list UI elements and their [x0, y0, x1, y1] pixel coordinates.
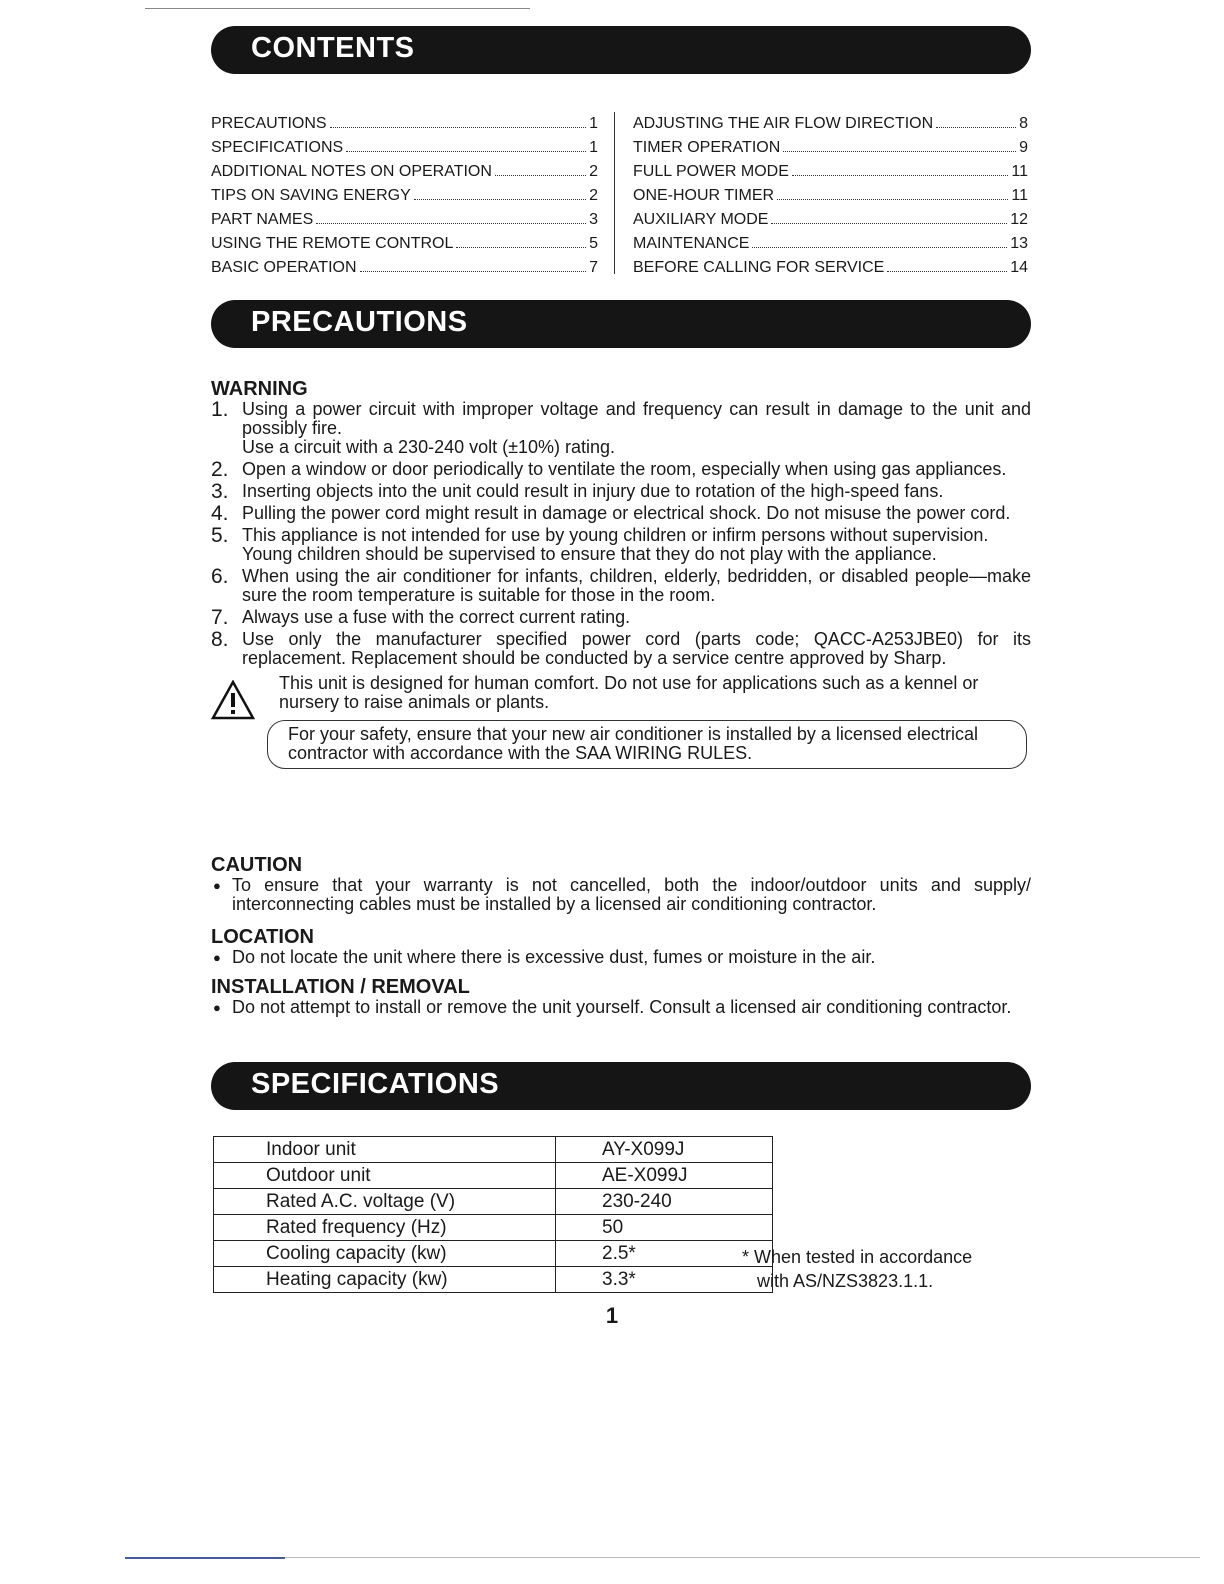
toc-entry-title: ADJUSTING THE AIR FLOW DIRECTION [633, 115, 934, 132]
warning-section [211, 378, 1031, 769]
toc-entry[interactable] [633, 136, 1028, 160]
item-line: Inserting objects into the unit could result in injury due to rotation of the high-speed fans. [242, 481, 944, 501]
top-rule [145, 8, 530, 9]
location-text: ● Do not locate the unit where there is excessive dust, fumes or moisture in the air. [211, 948, 1031, 967]
spec-value: 230-240 [556, 1189, 773, 1215]
warning-item [211, 526, 1031, 564]
notice-text: This unit is designed for human comfort. Do not use for applications such as a kennel or nursery to raise animals or plants. [279, 673, 979, 712]
warning-item [211, 400, 1031, 457]
toc-entry[interactable] [211, 136, 598, 160]
toc-entry-page: 11 [1011, 187, 1028, 204]
warning-item [211, 504, 1031, 523]
bottom-rule-accent [125, 1557, 285, 1559]
spec-value: 2.5* [556, 1241, 773, 1267]
toc-entry[interactable] [633, 232, 1028, 256]
installation-text: ● Do not attempt to install or remove the unit yourself. Consult a licensed air conditioning contractor. [211, 998, 1031, 1017]
spec-value: AE-X099J [556, 1163, 773, 1189]
spec-value: 3.3* [556, 1267, 773, 1293]
spec-footnote [742, 1245, 972, 1293]
warning-heading: WARNING [211, 378, 308, 400]
toc-entry-title: MAINTENANCE [633, 235, 750, 252]
item-number: 4. [211, 502, 229, 525]
table-row [214, 1163, 773, 1189]
specifications-title: SPECIFICATIONS [251, 1068, 500, 1100]
page-number: 1 [605, 1303, 619, 1328]
spec-label: Heating capacity (kw) [214, 1267, 556, 1293]
toc-entry-title: SPECIFICATIONS [211, 139, 344, 156]
footnote-line: * When tested in accordance [742, 1247, 973, 1267]
caution-heading: CAUTION [211, 854, 303, 876]
specifications-table [213, 1136, 773, 1293]
animal-notice [211, 674, 1031, 712]
item-number: 6. [211, 565, 229, 588]
warning-triangle-icon [211, 680, 255, 720]
toc-entry-title: TIMER OPERATION [633, 139, 781, 156]
toc-entry-title: BEFORE CALLING FOR SERVICE [633, 259, 885, 276]
toc-entry-page: 14 [1010, 259, 1028, 276]
toc-entry[interactable] [211, 184, 598, 208]
toc-entry[interactable] [211, 208, 598, 232]
toc-entry-page: 5 [589, 235, 598, 252]
toc-entry[interactable] [633, 160, 1028, 184]
precautions-banner [211, 300, 1031, 348]
installation-section [211, 976, 1031, 1017]
warning-item [211, 482, 1031, 501]
warning-list [211, 400, 1031, 668]
warning-item [211, 608, 1031, 627]
item-line: Open a window or door periodically to ventilate the room, especially when using gas appliances. [242, 459, 1007, 479]
item-number: 7. [211, 606, 229, 629]
location-heading: LOCATION [211, 926, 314, 948]
table-row [214, 1215, 773, 1241]
toc-entry-page: 2 [589, 187, 598, 204]
toc-entry-page: 1 [589, 115, 598, 132]
toc-entry-page: 1 [589, 139, 598, 156]
item-line: Use a circuit with a 230-240 volt (±10%) rating. [242, 437, 616, 457]
item-line: Always use a fuse with the correct current rating. [242, 607, 631, 627]
warning-item [211, 567, 1031, 605]
footnote-line: with AS/NZS3823.1.1. [757, 1271, 934, 1291]
toc-entry-title: TIPS ON SAVING ENERGY [211, 187, 411, 204]
specifications-banner [211, 1062, 1031, 1110]
toc-divider [614, 112, 615, 274]
spec-label: Indoor unit [214, 1137, 556, 1163]
safety-box [267, 720, 1027, 769]
toc-entry-title: BASIC OPERATION [211, 259, 357, 276]
table-row [214, 1241, 773, 1267]
toc-entry-page: 8 [1019, 115, 1028, 132]
caution-text: ● To ensure that your warranty is not cancelled, both the indoor/outdoor units and supply/ interconnecting cables must be installed by a licensed air conditioning contractor. [211, 876, 1031, 914]
spec-label: Rated A.C. voltage (V) [214, 1189, 556, 1215]
safety-text: For your safety, ensure that your new air conditioner is installed by a licensed electrical contractor with accordance with the SAA WIRING RULES. [288, 724, 979, 763]
toc-entry-title: PRECAUTIONS [211, 115, 327, 132]
item-number: 1. [211, 398, 229, 421]
warning-item [211, 460, 1031, 479]
toc-entry[interactable] [633, 208, 1028, 232]
item-line: Use only the manufacturer specified power cord (parts code; QACC-A253JBE0) for its replacement. Replacement should be conducted by a service centre approved by Sharp. [242, 629, 1031, 668]
item-line: When using the air conditioner for infants, children, elderly, bedridden, or disabled people—make sure the room temperature is suitable for those in the room. [242, 566, 1031, 605]
item-number: 5. [211, 524, 229, 547]
toc-entry[interactable] [633, 112, 1028, 136]
item-number: 3. [211, 480, 229, 503]
item-line: Using a power circuit with improper voltage and frequency can result in damage to the unit and possibly fire. [242, 399, 1031, 438]
toc-entry[interactable] [211, 112, 598, 136]
table-row [214, 1267, 773, 1293]
precautions-title: PRECAUTIONS [251, 306, 468, 338]
toc-entry-page: 3 [589, 211, 598, 228]
toc-entry-page: 9 [1019, 139, 1028, 156]
installation-heading: INSTALLATION / REMOVAL [211, 976, 470, 998]
item-line: Pulling the power cord might result in damage or electrical shock. Do not misuse the power cord. [242, 503, 1011, 523]
item-number: 2. [211, 458, 229, 481]
spec-label: Cooling capacity (kw) [214, 1241, 556, 1267]
warning-item [211, 630, 1031, 668]
contents-banner [211, 26, 1031, 74]
toc-entry-title: USING THE REMOTE CONTROL [211, 235, 454, 252]
toc-entry[interactable] [211, 160, 598, 184]
item-line: Young children should be supervised to ensure that they do not play with the appliance. [242, 544, 937, 564]
item-line: This appliance is not intended for use by young children or infirm persons without supervision. [242, 525, 989, 545]
contents-title: CONTENTS [251, 32, 415, 64]
toc-entry[interactable] [211, 232, 598, 256]
toc-left-column [211, 112, 598, 280]
bottom-rule [125, 1557, 1200, 1558]
spec-value: AY-X099J [556, 1137, 773, 1163]
spec-value: 50 [556, 1215, 773, 1241]
spec-label: Outdoor unit [214, 1163, 556, 1189]
toc-entry[interactable] [211, 256, 598, 280]
toc-entry-title: FULL POWER MODE [633, 163, 789, 180]
toc-entry-page: 13 [1010, 235, 1028, 252]
spec-label: Rated frequency (Hz) [214, 1215, 556, 1241]
toc-entry-title: AUXILIARY MODE [633, 211, 769, 228]
table-row [214, 1137, 773, 1163]
table-row [214, 1189, 773, 1215]
toc-entry[interactable] [633, 256, 1028, 280]
toc-entry-page: 11 [1011, 163, 1028, 180]
toc-entry-page: 12 [1010, 211, 1028, 228]
item-number: 8. [211, 628, 229, 651]
toc-entry-title: PART NAMES [211, 211, 314, 228]
toc-entry-title: ONE-HOUR TIMER [633, 187, 775, 204]
toc-entry-page: 2 [589, 163, 598, 180]
toc-entry-page: 7 [589, 259, 598, 276]
toc-entry[interactable] [633, 184, 1028, 208]
location-section [211, 926, 1031, 967]
toc-entry-title: ADDITIONAL NOTES ON OPERATION [211, 163, 492, 180]
toc-right-column [633, 112, 1028, 280]
caution-section [211, 854, 1031, 914]
